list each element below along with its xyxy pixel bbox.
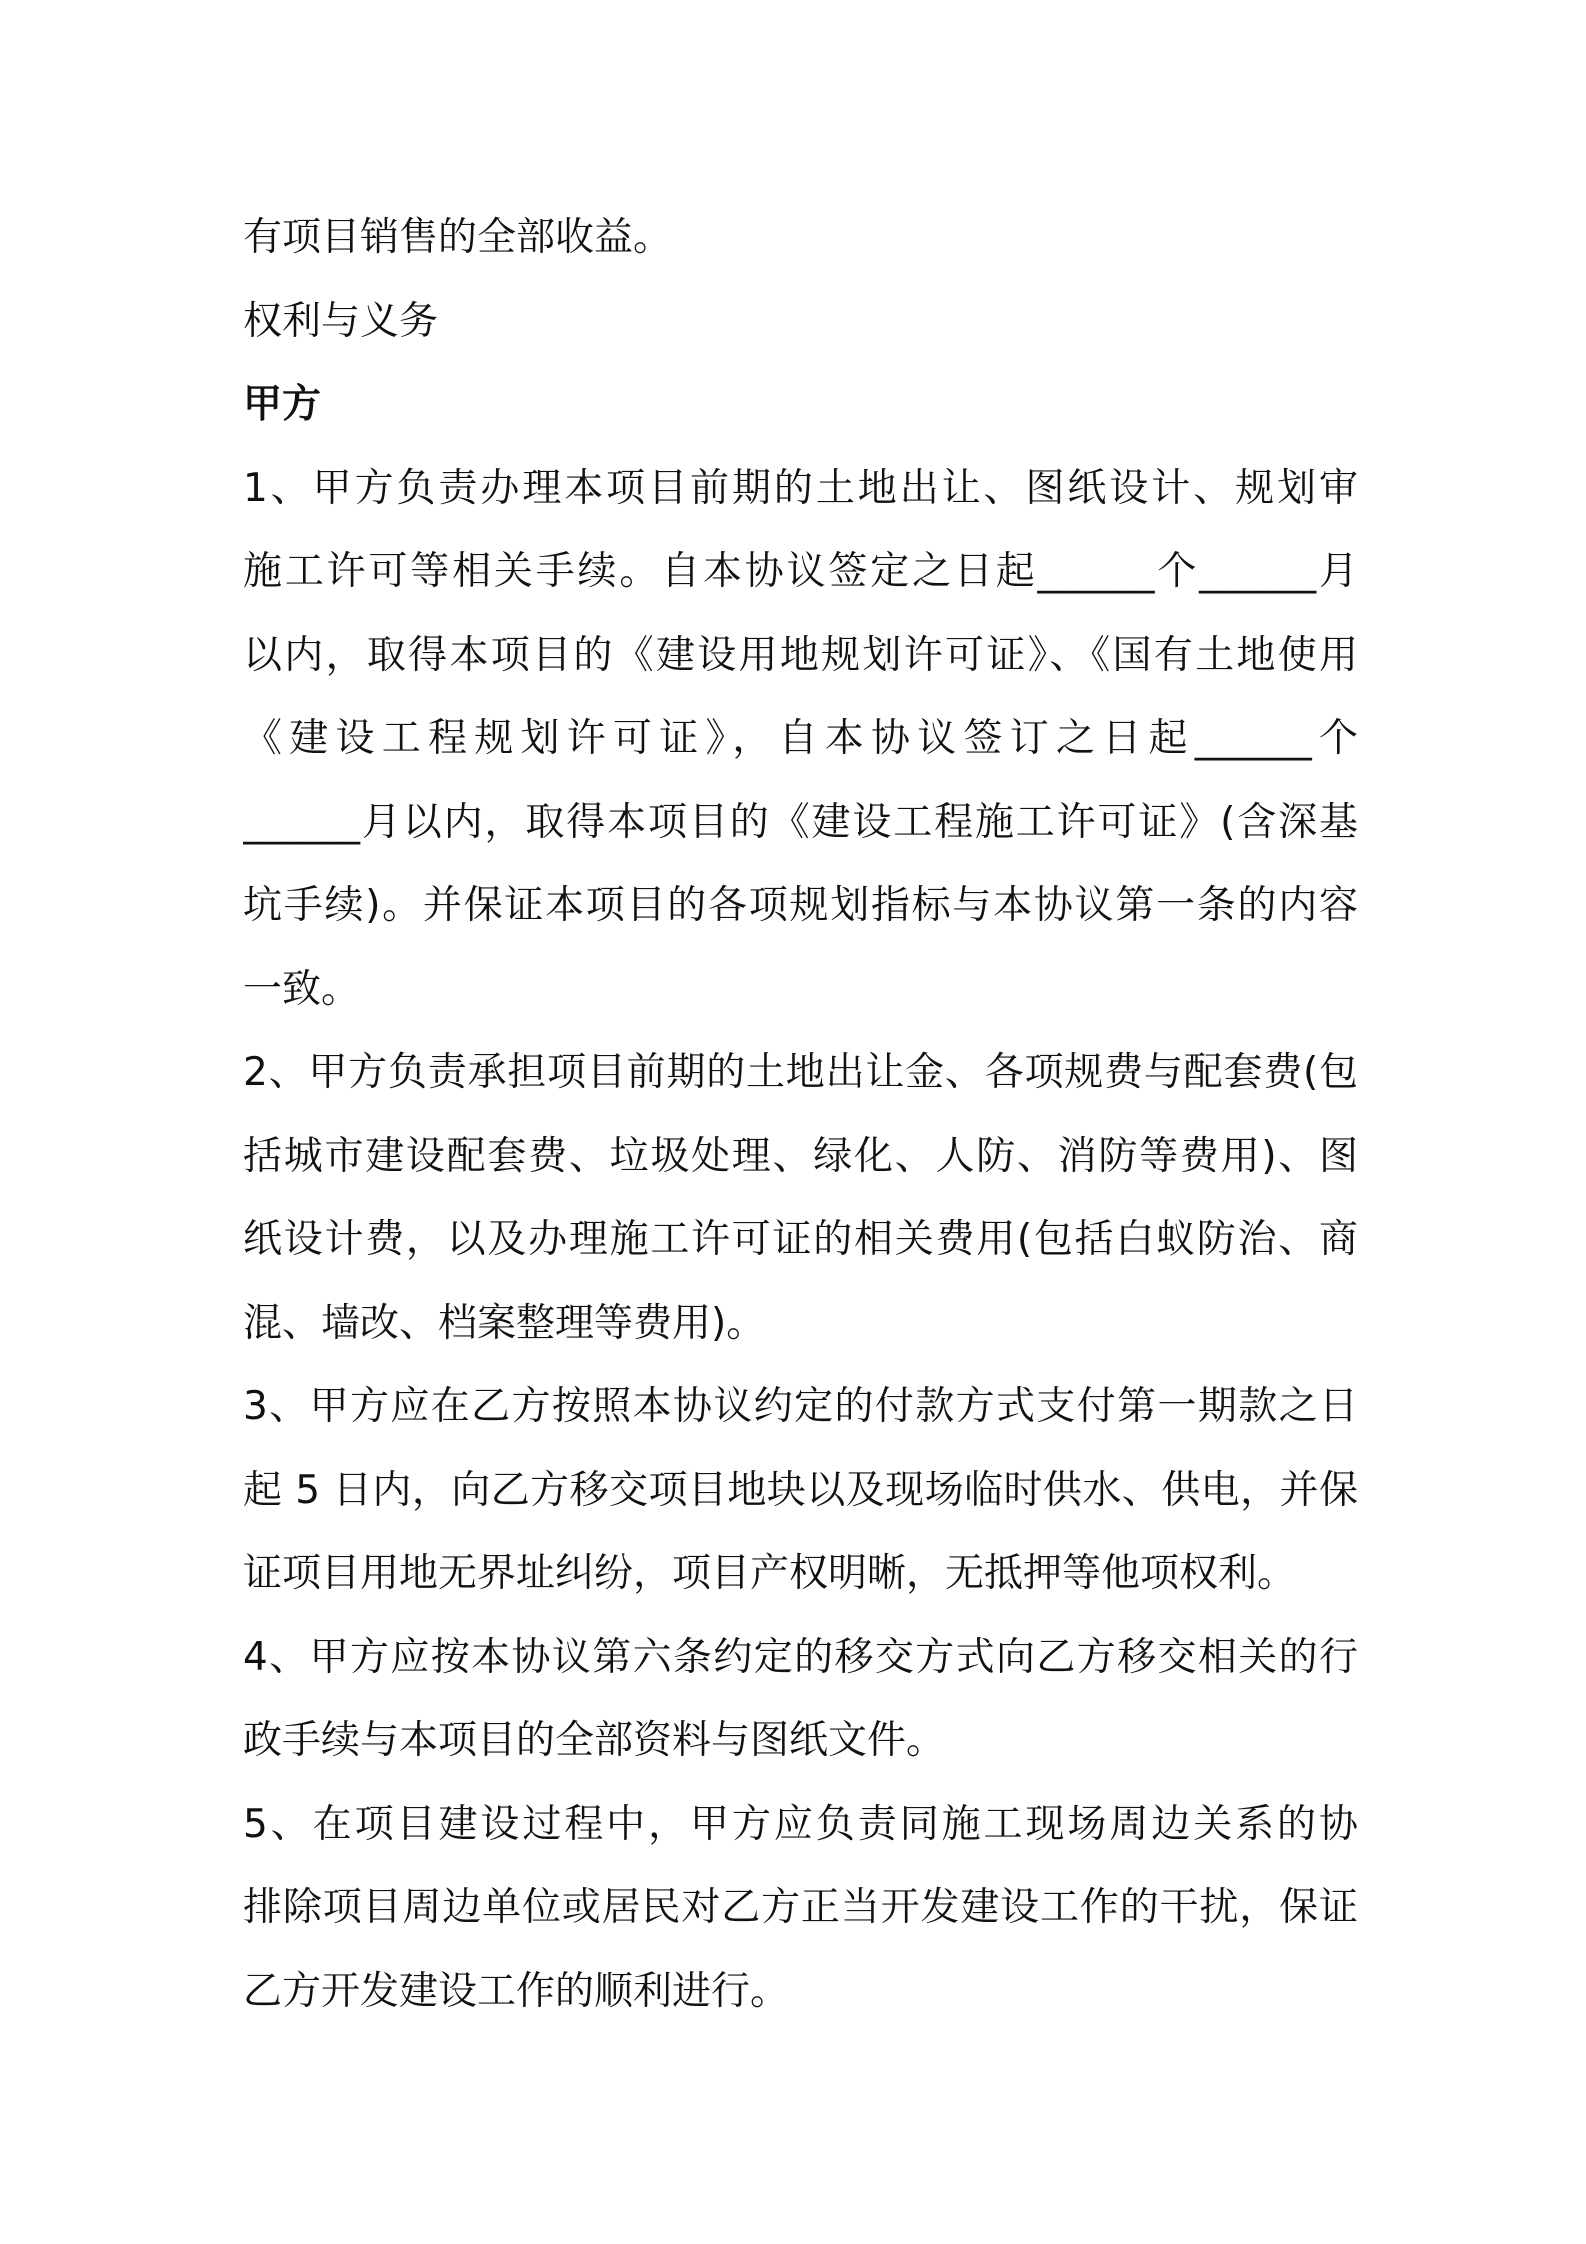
text-line: 4、甲方应按本协议第六条约定的移交方式向乙方移交相关的行 <box>243 1634 1358 1680</box>
text-line: 混、墙改、档案整理等费用)。 <box>243 1300 766 1346</box>
document-body <box>243 196 1358 2033</box>
text-line: 纸设计费，以及办理施工许可证的相关费用(包括白蚁防治、商 <box>243 1217 1358 1262</box>
text-line: 有项目销售的全部收益。 <box>243 215 673 260</box>
text-line: 5、在项目建设过程中，甲方应负责同施工现场周边关系的协 <box>243 1801 1358 1847</box>
text-line: 排除项目周边单位或居民对乙方正当开发建设工作的干扰，保证 <box>243 1885 1358 1930</box>
text-line: 乙方开发建设工作的顺利进行。 <box>243 1968 790 2014</box>
text-line: ______月以内，取得本项目的《建设工程施工许可证》(含深基 <box>243 799 1358 845</box>
text-line: 起 5 日内，向乙方移交项目地块以及现场临时供水、供电，并保 <box>243 1467 1358 1513</box>
text-line: 3、甲方应在乙方按照本协议约定的付款方式支付第一期款之日 <box>243 1384 1358 1429</box>
text-line: 坑手续)。并保证本项目的各项规划指标与本协议第一条的内容 <box>243 883 1358 928</box>
text-line: 证项目用地无界址纠纷，项目产权明晰，无抵押等他项权利。 <box>243 1551 1297 1596</box>
section-title: 权利与义务 <box>243 298 439 344</box>
text-line: 施工许可等相关手续。自本协议签定之日起______个______月 <box>243 549 1358 594</box>
text-line: 括城市建设配套费、垃圾处理、绿化、人防、消防等费用)、图 <box>243 1133 1358 1179</box>
section-heading: 甲方 <box>243 382 322 427</box>
text-line: 《建设工程规划许可证》，自本协议签订之日起______个 <box>243 716 1358 761</box>
text-line: 政手续与本项目的全部资料与图纸文件。 <box>243 1718 946 1763</box>
text-line: 1、甲方负责办理本项目前期的土地出让、图纸设计、规划审 <box>243 465 1358 511</box>
text-line: 2、甲方负责承担项目前期的土地出让金、各项规费与配套费(包 <box>243 1050 1358 1095</box>
text-line: 以内，取得本项目的《建设用地规划许可证》、《国有土地使用 <box>243 632 1358 678</box>
text-line: 一致。 <box>243 966 361 1012</box>
